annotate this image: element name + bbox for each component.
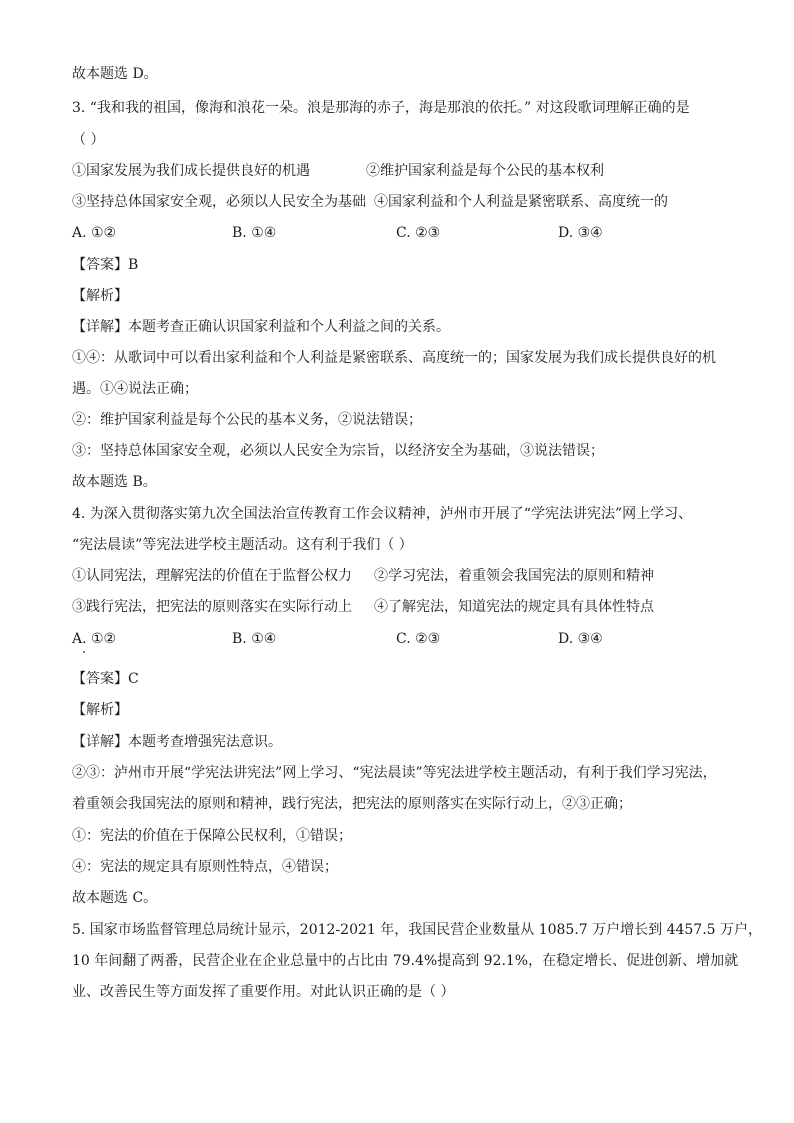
q3-explanation-1-cont: 遇。①④说法正确； <box>72 381 198 397</box>
q3-option-c: C. ②③ <box>396 225 441 241</box>
q4-choice-4: ④了解宪法，知道宪法的规定具有具体性特点 <box>374 599 654 615</box>
q3-choice-4: ④国家利益和个人利益是紧密联系、高度统一的 <box>374 194 668 210</box>
q3-explanation-3: ③：坚持总体国家安全观，必须以人民安全为宗旨，以经济安全为基础，③说法错误； <box>72 443 604 459</box>
q5-stem-cont-1: 10 年间翻了两番，民营企业在企业总量中的占比由 79.4%提高到 92.1%，在稳定增长、促进创新、增加就 <box>72 953 739 969</box>
q4-option-c: C. ②③ <box>396 631 441 647</box>
q3-answer: 【答案】B <box>72 257 139 273</box>
q3-choice-2: ②维护国家利益是每个公民的基本权利 <box>366 163 604 179</box>
q3-choice-1: ①国家发展为我们成长提供良好的机遇 <box>72 163 310 179</box>
q3-option-b: B. ①④ <box>232 225 277 241</box>
q4-answer: 【答案】C <box>72 671 139 687</box>
q4-explanation-1: ②③：泸州市开展“学宪法讲宪法”网上学习、“宪法晨读”等宪法进学校主题活动，有利于我们学习宪法， <box>72 765 717 781</box>
q5-stem-cont-2: 业、改善民生等方面发挥了重要作用。对此认识正确的是（ ） <box>72 984 455 1000</box>
q3-explanation-1: ①④：从歌词中可以看出家利益和个人利益是紧密联系、高度统一的；国家发展为我们成长提供良好的机 <box>72 350 716 366</box>
q4-explanation-3: ④：宪法的规定具有原则性特点，④错误； <box>72 859 338 875</box>
q3-option-a: A. ①② <box>72 225 117 241</box>
q4-stem-cont: “宪法晨读”等宪法进学校主题活动。这有利于我们（ ） <box>72 537 413 553</box>
q3-option-d: D. ③④ <box>558 225 603 241</box>
q2-conclusion: 故本题选 D。 <box>72 66 158 82</box>
q4-explanation-1-cont: 着重领会我国宪法的原则和精神，践行宪法，把宪法的原则落实在实际行动上，②③正确； <box>72 796 632 812</box>
q3-analysis-heading: 【解析】 <box>72 288 128 304</box>
q3-explanation-2: ②：维护国家利益是每个公民的基本义务，②说法错误； <box>72 412 422 428</box>
q3-choice-3: ③坚持总体国家安全观，必须以人民安全为基础 <box>72 194 366 210</box>
q4-stem: 4. 为深入贯彻落实第九次全国法治宣传教育工作会议精神，泸州市开展了“学宪法讲宪法”网上学习、 <box>72 506 693 522</box>
q4-choice-2: ②学习宪法，着重领会我国宪法的原则和精神 <box>374 568 654 584</box>
q3-stem: 3. “我和我的祖国，像海和浪花一朵。浪是那海的赤子，海是那浪的依托。” 对这段歌词理解正确的是 <box>72 100 690 116</box>
q4-choice-3: ③践行宪法，把宪法的原则落实在实际行动上 <box>72 599 352 615</box>
q3-conclusion: 故本题选 B。 <box>72 474 157 490</box>
q4-analysis-heading: 【解析】 <box>72 702 128 718</box>
q4-explanation-2: ①：宪法的价值在于保障公民权利，①错误； <box>72 828 352 844</box>
q4-conclusion: 故本题选 C。 <box>72 890 158 906</box>
q4-option-a: A. ①② <box>72 631 117 647</box>
q4-option-b: B. ①④ <box>232 631 277 647</box>
q4-detail: 【详解】本题考查增强宪法意识。 <box>72 734 282 750</box>
q5-stem: 5. 国家市场监督管理总局统计显示，2012-2021 年，我国民营企业数量从 1085.7 万户增长到 4457.5 万户， <box>72 922 763 938</box>
q4-option-d: D. ③④ <box>558 631 603 647</box>
q4-choice-1: ①认同宪法，理解宪法的价值在于监督公权力 <box>72 568 352 584</box>
q3-answer-paren: （ ） <box>72 132 105 148</box>
q3-detail: 【详解】本题考查正确认识国家利益和个人利益之间的关系。 <box>72 319 450 335</box>
stray-dot-mark <box>83 651 85 653</box>
